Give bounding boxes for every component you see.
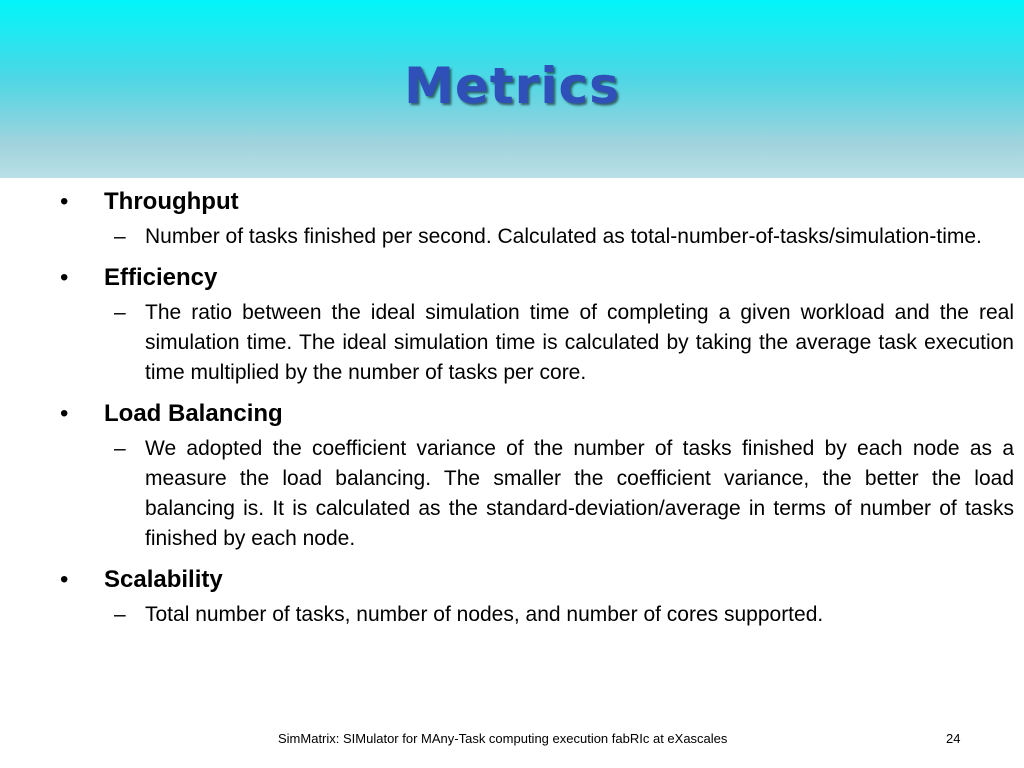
sub-item-text: Total number of tasks, number of nodes, and number of cores supported. [145,603,824,626]
bullet-marker: • [60,400,69,427]
sub-item-scalability [114,600,1014,630]
sub-item-efficiency [114,298,1014,388]
bullet-throughput [56,186,1014,218]
sub-item-throughput [114,222,1014,252]
bullet-heading: Load Balancing [104,400,283,427]
page-number: 24 [946,731,961,746]
dash-marker: – [114,603,126,626]
bullet-marker: • [60,566,69,593]
sub-item-text: Number of tasks finished per second. Calculated as total-number-of-tasks/simulation-time. [145,225,982,248]
sub-item-text: We adopted the coefficient variance of the number of tasks finished by each node as a measure the load balancing. The smaller the coefficient variance, the better the load balancing is. It is calculated as the standard-deviation/average in terms of number of tasks finished by each node. [145,437,1014,550]
dash-marker: – [114,301,126,324]
sub-item-load-balancing [114,434,1014,554]
title-banner [0,0,1024,178]
bullet-load-balancing [56,398,1014,430]
bullet-heading: Throughput [104,188,239,215]
bullet-scalability [56,564,1014,596]
bullet-marker: • [60,188,69,215]
sub-item-text: The ratio between the ideal simulation time of completing a given workload and the real simulation time. The ideal simulation time is calculated by taking the average task execution time multiplied by the number of tasks per core. [145,301,1014,384]
bullet-efficiency [56,262,1014,294]
slide-title: Metrics [404,57,620,115]
slide-content [56,186,1014,630]
bullet-heading: Scalability [104,566,223,593]
footer-text: SimMatrix: SIMulator for MAny-Task computing execution fabRIc at eXascales [278,731,728,746]
bullet-marker: • [60,264,69,291]
dash-marker: – [114,225,126,248]
bullet-heading: Efficiency [104,264,218,291]
dash-marker: – [114,437,126,460]
